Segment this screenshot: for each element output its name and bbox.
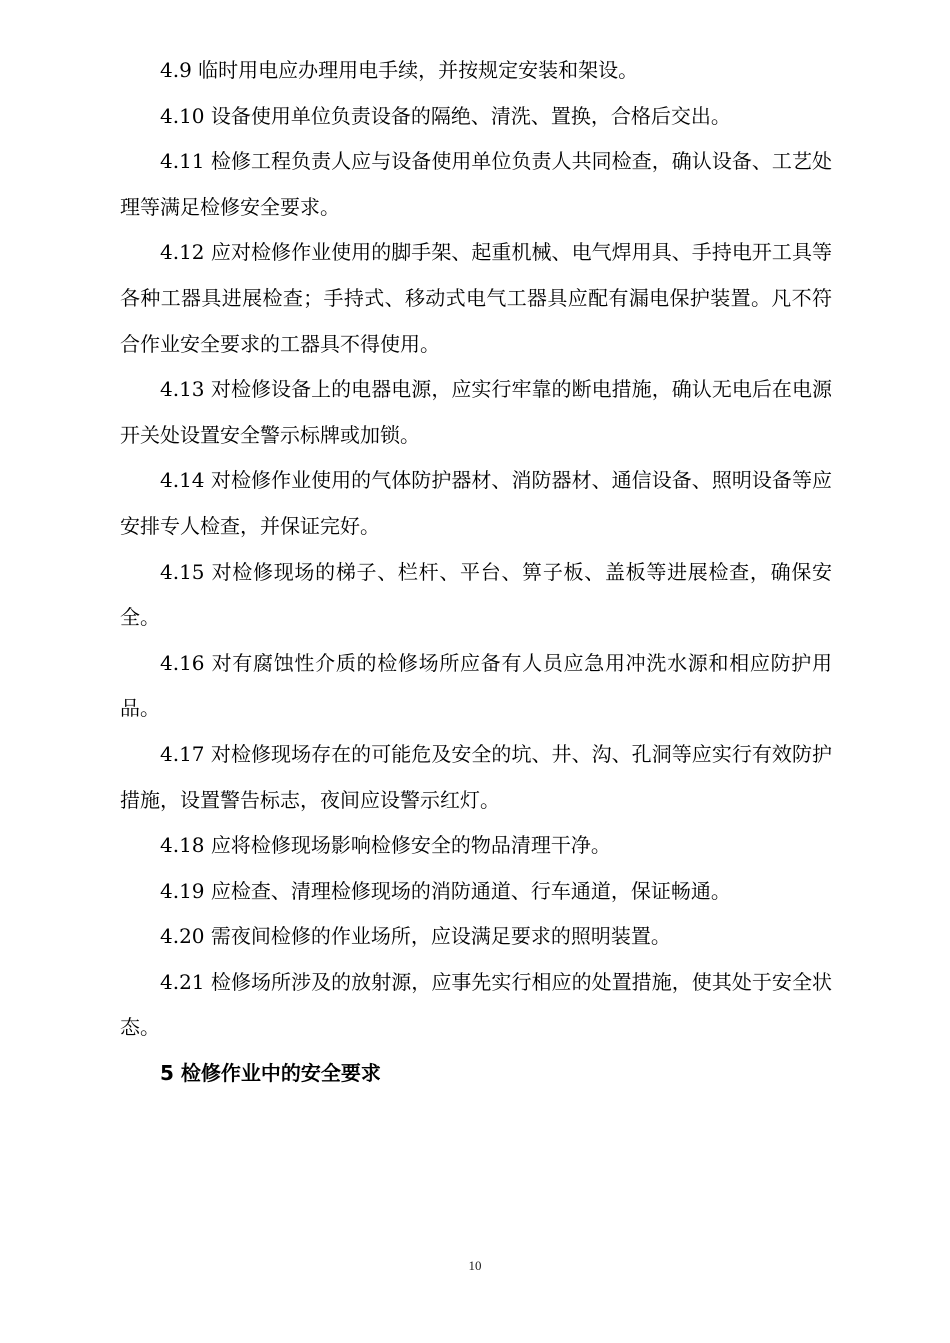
paragraph-4-11: 4.11 检修工程负责人应与设备使用单位负责人共同检查，确认设备、工艺处理等满足检修安全要求。 <box>120 149 832 219</box>
paragraph-4-12: 4.12 应对检修作业使用的脚手架、起重机械、电气焊用具、手持电开工具等各种工器具进展检查；手持式、移动式电气工器具应配有漏电保护装置。凡不符合作业安全要求的工器具不得使用。 <box>120 240 832 356</box>
paragraph-4-18: 4.18 应将检修现场影响检修安全的物品清理干净。 <box>160 833 611 858</box>
page-body <box>120 48 832 1097</box>
paragraph-4-14: 4.14 对检修作业使用的气体防护器材、消防器材、通信设备、照明设备等应安排专人检查，并保证完好。 <box>120 468 832 538</box>
paragraph-4-13: 4.13 对检修设备上的电器电源，应实行牢靠的断电措施，确认无电后在电源开关处设置安全警示标牌或加锁。 <box>120 377 832 447</box>
paragraph-4-19: 4.19 应检查、清理检修现场的消防通道、行车通道，保证畅通。 <box>160 878 731 903</box>
paragraph-4-9: 4.9 临时用电应办理用电手续，并按规定安装和架设。 <box>160 58 639 82</box>
paragraph-4-20: 4.20 需夜间检修的作业场所，应设满足要求的照明装置。 <box>160 924 671 949</box>
paragraph-4-16: 4.16 对有腐蚀性介质的检修场所应备有人员应急用冲洗水源和相应防护用品。 <box>120 650 832 721</box>
section-heading: 5 检修作业中的安全要求 <box>160 1061 381 1086</box>
paragraph-4-21: 4.21 检修场所涉及的放射源，应事先实行相应的处置措施，使其处于安全状态。 <box>120 969 832 1040</box>
paragraph-4-10: 4.10 设备使用单位负责设备的隔绝、清洗、置换，合格后交出。 <box>160 103 731 128</box>
page-number: 10 <box>468 1258 482 1273</box>
paragraph-4-15: 4.15 对检修现场的梯子、栏杆、平台、箅子板、盖板等进展检查，确保安全。 <box>120 559 832 630</box>
paragraph-4-17: 4.17 对检修现场存在的可能危及安全的坑、井、沟、孔洞等应实行有效防护措施，设置警告标志，夜间应设警示红灯。 <box>120 741 832 812</box>
